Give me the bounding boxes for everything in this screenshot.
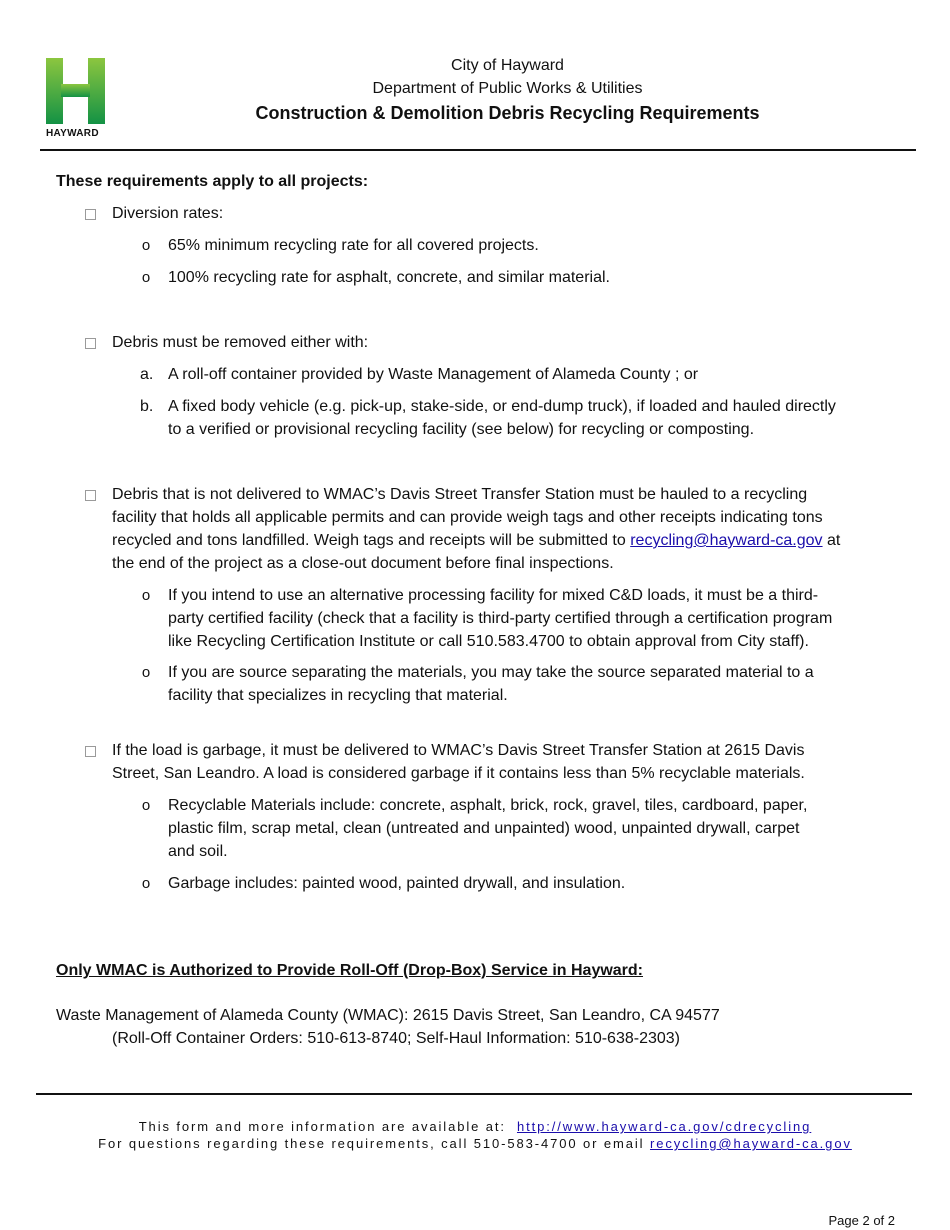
checkbox-bullet-icon: [85, 490, 96, 501]
section-3-item-line: If you are source separating the materials, you may take the source separated material to a: [168, 664, 814, 681]
checkbox-bullet-icon: [85, 209, 96, 220]
section-3-item-line: party certified facility (check that a facility is third-party certified through a certification program: [168, 610, 833, 627]
page-title: Construction & Demolition Debris Recycling Requirements: [255, 103, 760, 123]
footer-line-2: [40, 1136, 910, 1151]
logo-wordmark: HAYWARD: [46, 128, 99, 139]
section-1-item: 100% recycling rate for asphalt, concrete, and similar material.: [168, 269, 610, 286]
section-4-line: Street, San Leandro. A load is considered garbage if it contains less than 5% recyclable materials.: [112, 765, 805, 782]
section-4-item-line: Garbage includes: painted wood, painted drywall, and insulation.: [168, 875, 626, 892]
footer-text: For questions regarding these requirements, call 510-583-4700 or email: [98, 1136, 645, 1151]
section-3-line-text: recycled and tons landfilled. Weigh tags and receipts will be submitted to: [112, 532, 626, 549]
circle-bullet-icon: o: [141, 587, 151, 604]
list-marker: b.: [140, 398, 154, 415]
section-2-item-line: A fixed body vehicle (e.g. pick-up, stake-side, or end-dump truck), if loaded and hauled directly: [168, 398, 836, 415]
department-name: Department of Public Works & Utilities: [372, 80, 643, 97]
section-3-line: Debris that is not delivered to WMAC’s Davis Street Transfer Station must be hauled to a recycling: [112, 486, 808, 503]
recycling-email-link[interactable]: recycling@hayward-ca.gov: [630, 532, 823, 549]
section-2-item-line: to a verified or provisional recycling facility (see below) for recycling or composting.: [168, 421, 755, 438]
section-4-item-line: Recyclable Materials include: concrete, asphalt, brick, rock, gravel, tiles, cardboard, paper,: [168, 797, 808, 814]
intro-heading: These requirements apply to all projects:: [56, 173, 369, 190]
wmac-address: Waste Management of Alameda County (WMAC): 2615 Davis Street, San Leandro, CA 94577: [56, 1007, 720, 1024]
footer-line-1: [40, 1119, 910, 1134]
section-3-item-line: facility that specializes in recycling that material.: [168, 687, 508, 704]
footer-divider: [36, 1093, 912, 1095]
checkbox-bullet-icon: [85, 338, 96, 349]
header-divider: [40, 149, 916, 151]
section-3-line-text: at: [827, 532, 841, 549]
section-3-line: facility that holds all applicable permits and can provide weigh tags and other receipts indicating tons: [112, 509, 823, 526]
section-3-line: the end of the project as a close-out document before final inspections.: [112, 555, 614, 572]
city-name: City of Hayward: [451, 57, 564, 74]
section-2-text: Debris must be removed either with:: [112, 334, 369, 351]
cdrecycling-url-link[interactable]: http://www.hayward-ca.gov/cdrecycling: [516, 1119, 812, 1134]
circle-bullet-icon: o: [141, 269, 151, 286]
list-marker: a.: [140, 366, 154, 383]
circle-bullet-icon: o: [141, 797, 151, 814]
section-3-item-line: like Recycling Certification Institute or call 510.583.4700 to obtain approval from City staff).: [168, 633, 809, 650]
page-number: Page 2 of 2: [828, 1213, 895, 1228]
circle-bullet-icon: o: [141, 875, 151, 892]
section-1-item: 65% minimum recycling rate for all covered projects.: [168, 237, 539, 254]
wmac-heading: Only WMAC is Authorized to Provide Roll-Off (Drop-Box) Service in Hayward:: [56, 962, 644, 979]
footer-text: This form and more information are available at:: [138, 1119, 506, 1134]
section-4-line: If the load is garbage, it must be delivered to WMAC’s Davis Street Transfer Station at 2615 Davis: [112, 742, 805, 759]
circle-bullet-icon: o: [141, 664, 151, 681]
section-2-item: A roll-off container provided by Waste Management of Alameda County ; or: [168, 366, 699, 383]
checkbox-bullet-icon: [85, 746, 96, 757]
section-3-item-line: If you intend to use an alternative processing facility for mixed C&D loads, it must be a third-: [168, 587, 819, 604]
section-3-line: [112, 529, 840, 552]
wmac-phones: (Roll-Off Container Orders: 510-613-8740; Self-Haul Information: 510-638-2303): [112, 1030, 680, 1047]
circle-bullet-icon: o: [141, 237, 151, 254]
section-4-item-line: plastic film, scrap metal, clean (untreated and unpainted) wood, unpainted drywall, carpet: [168, 820, 800, 837]
section-4-item-line: and soil.: [168, 843, 228, 860]
section-1-text: Diversion rates:: [112, 205, 224, 222]
footer-email-link[interactable]: recycling@hayward-ca.gov: [649, 1136, 852, 1151]
